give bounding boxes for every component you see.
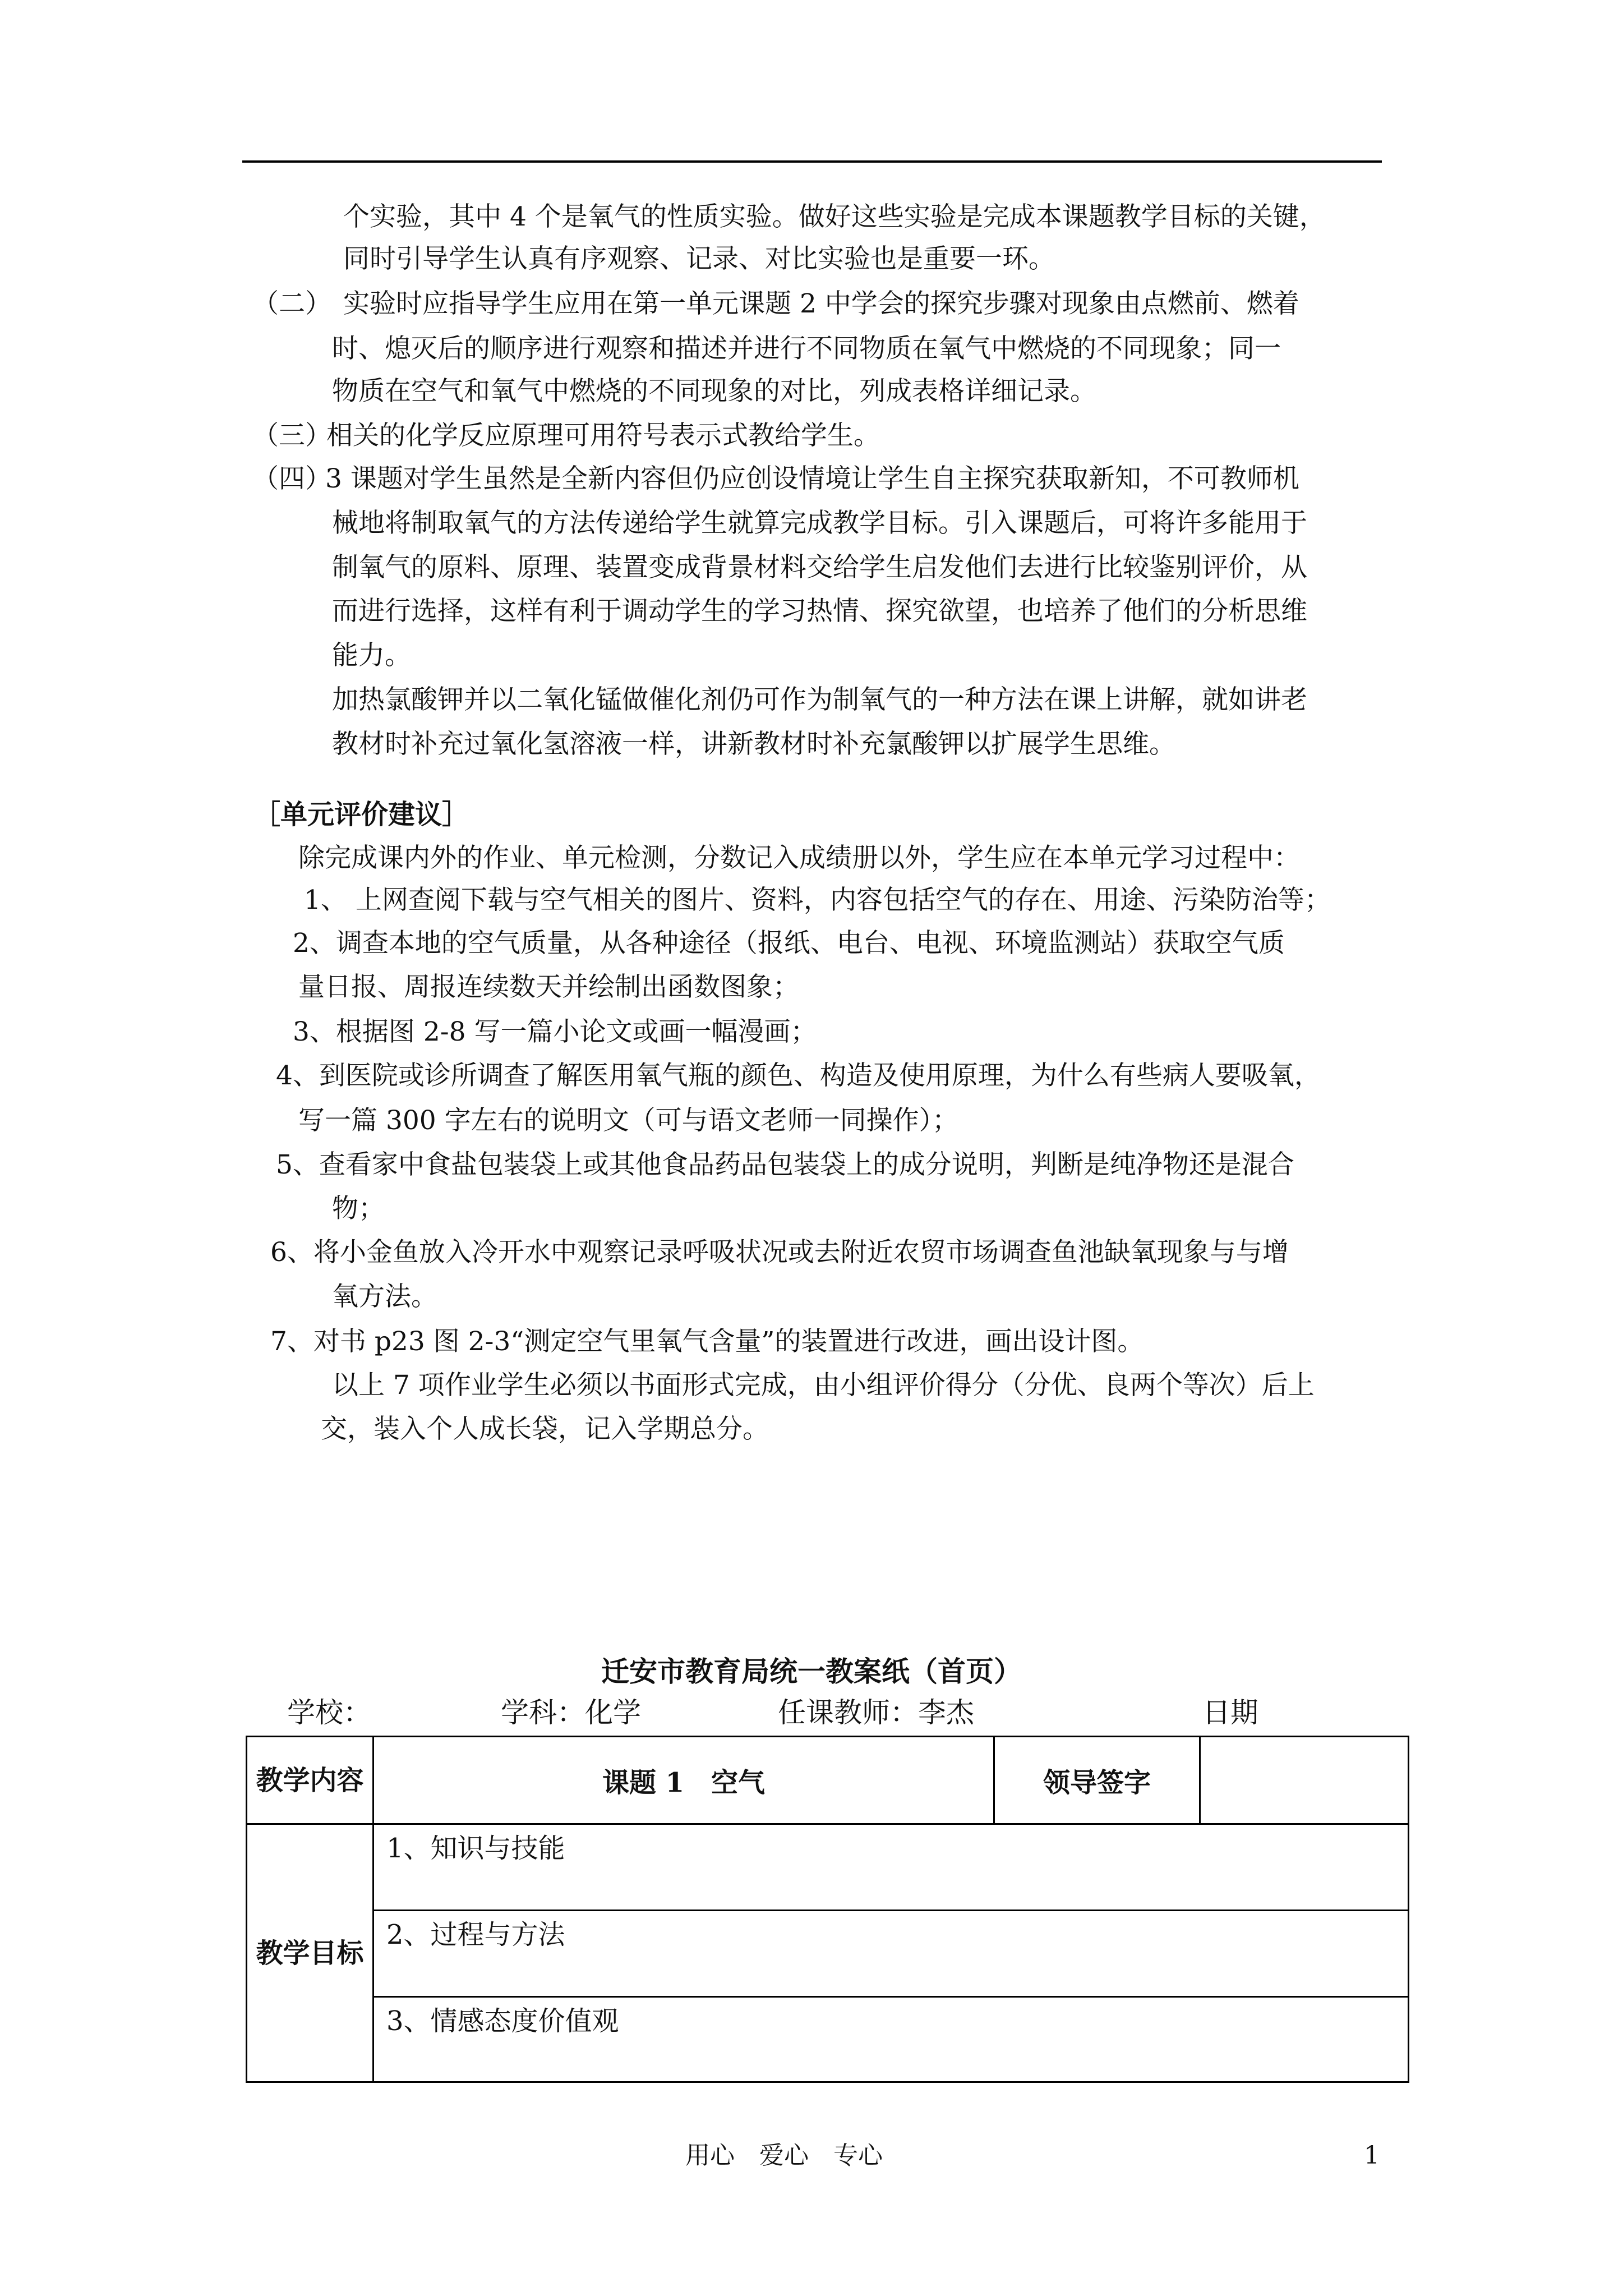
goals-label: 教学目标 — [247, 1824, 374, 2082]
evaluation-item: 4、到医院或诊所调查了解医用氧气瓶的颜色、构造及使用原理，为什么有些病人要吸氧， — [276, 1060, 1321, 1091]
topic-cell: 课题 1 空气 — [374, 1737, 994, 1824]
evaluation-closing: 交，装入个人成长袋，记入学期总分。 — [321, 1414, 769, 1444]
paragraph-marker: （三） — [252, 420, 331, 451]
footer-motto: 用心 爱心 专心 — [685, 2141, 883, 2170]
evaluation-item: 3、根据图 2-8 写一篇小论文或画一幅漫画； — [293, 1016, 817, 1047]
header-rule — [242, 160, 1382, 163]
evaluation-item: 5、查看家中食盐包装袋上或其他食品药品包装袋上的成分说明，判断是纯净物还是混合 — [276, 1149, 1294, 1180]
goal-row — [247, 1997, 1409, 2082]
evaluation-item: 7、对书 p23 图 2-3“测定空气里氧气含量”的装置进行改进，画出设计图。 — [270, 1326, 1144, 1357]
paragraph-line: 械地将制取氧气的方法传递给学生就算完成教学目标。引入课题后，可将许多能用于 — [332, 508, 1307, 539]
goal-attitude[interactable]: 3、情感态度价值观 — [374, 1997, 1409, 2082]
subject-label: 学科：化学 — [501, 1696, 641, 1729]
sign-label: 领导签字 — [994, 1737, 1200, 1824]
content-row — [247, 1737, 1409, 1824]
paragraph-line: 3 课题对学生虽然是全新内容但仍应创设情境让学生自主探究获取新知，不可教师机 — [325, 463, 1299, 494]
lesson-plan-table — [246, 1736, 1409, 2083]
evaluation-item: 6、将小金鱼放入冷开水中观察记录呼吸状况或去附近农贸市场调查鱼池缺氧现象与与增 — [270, 1237, 1289, 1268]
date-label: 日期 — [1202, 1696, 1258, 1729]
evaluation-item: 量日报、周报连续数天并绘制出函数图象； — [298, 972, 799, 1002]
paragraph-line: 同时引导学生认真有序观察、记录、对比实验也是重要一环。 — [343, 243, 1055, 274]
goal-row — [247, 1911, 1409, 1997]
evaluation-item: 物； — [332, 1193, 385, 1224]
evaluation-item: 1、 上网查阅下载与空气相关的图片、资料，内容包括空气的存在、用途、污染防治等； — [304, 885, 1331, 915]
teacher-label: 任课教师：李杰 — [778, 1696, 974, 1729]
paragraph-line: 相关的化学反应原理可用符号表示式教给学生。 — [326, 420, 880, 451]
paragraph-line: 加热氯酸钾并以二氧化锰做催化剂仍可作为制氧气的一种方法在课上讲解，就如讲老 — [332, 684, 1307, 715]
sign-field[interactable] — [1200, 1737, 1409, 1824]
goal-knowledge[interactable]: 1、知识与技能 — [374, 1824, 1409, 1911]
evaluation-item: 2、调查本地的空气质量，从各种途径（报纸、电台、电视、环境监测站）获取空气质 — [293, 928, 1285, 959]
goal-row — [247, 1824, 1409, 1911]
paragraph-marker: （四） — [252, 463, 331, 494]
evaluation-intro: 除完成课内外的作业、单元检测，分数记入成绩册以外，学生应在本单元学习过程中： — [298, 843, 1300, 873]
school-label: 学校： — [287, 1696, 371, 1729]
content-label: 教学内容 — [247, 1737, 374, 1824]
evaluation-item: 氧方法。 — [332, 1281, 437, 1312]
page-number: 1 — [1364, 2141, 1380, 2170]
evaluation-item: 写一篇 300 字左右的说明文（可与语文老师一同操作）； — [298, 1105, 959, 1136]
paragraph-line: 物质在空气和氧气中燃烧的不同现象的对比，列成表格详细记录。 — [332, 376, 1096, 407]
evaluation-closing: 以上 7 项作业学生必须以书面形式完成，由小组评价得分（分优、良两个等次）后上 — [332, 1370, 1315, 1401]
goal-process[interactable]: 2、过程与方法 — [374, 1911, 1409, 1997]
paragraph-line: 制氧气的原料、原理、装置变成背景材料交给学生启发他们去进行比较鉴别评价，从 — [332, 552, 1307, 583]
paragraph-line: 时、熄灭后的顺序进行观察和描述并进行不同物质在氧气中燃烧的不同现象；同一 — [332, 333, 1281, 364]
paragraph-marker: （二） — [252, 288, 331, 319]
lesson-plan-title: 迁安市教育局统一教案纸（首页） — [601, 1655, 1022, 1688]
paragraph-line: 能力。 — [332, 640, 411, 671]
section-heading: ［单元评价建议］ — [253, 799, 469, 830]
paragraph-line: 个实验，其中 4 个是氧气的性质实验。做好这些实验是完成本课题教学目标的关键， — [343, 201, 1326, 232]
paragraph-line: 教材时补充过氧化氢溶液一样，讲新教材时补充氯酸钾以扩展学生思维。 — [332, 729, 1175, 760]
paragraph-line: 实验时应指导学生应用在第一单元课题 2 中学会的探究步骤对现象由点燃前、燃着 — [343, 288, 1299, 319]
paragraph-line: 而进行选择，这样有利于调动学生的学习热情、探究欲望，也培养了他们的分析思维 — [332, 596, 1307, 627]
